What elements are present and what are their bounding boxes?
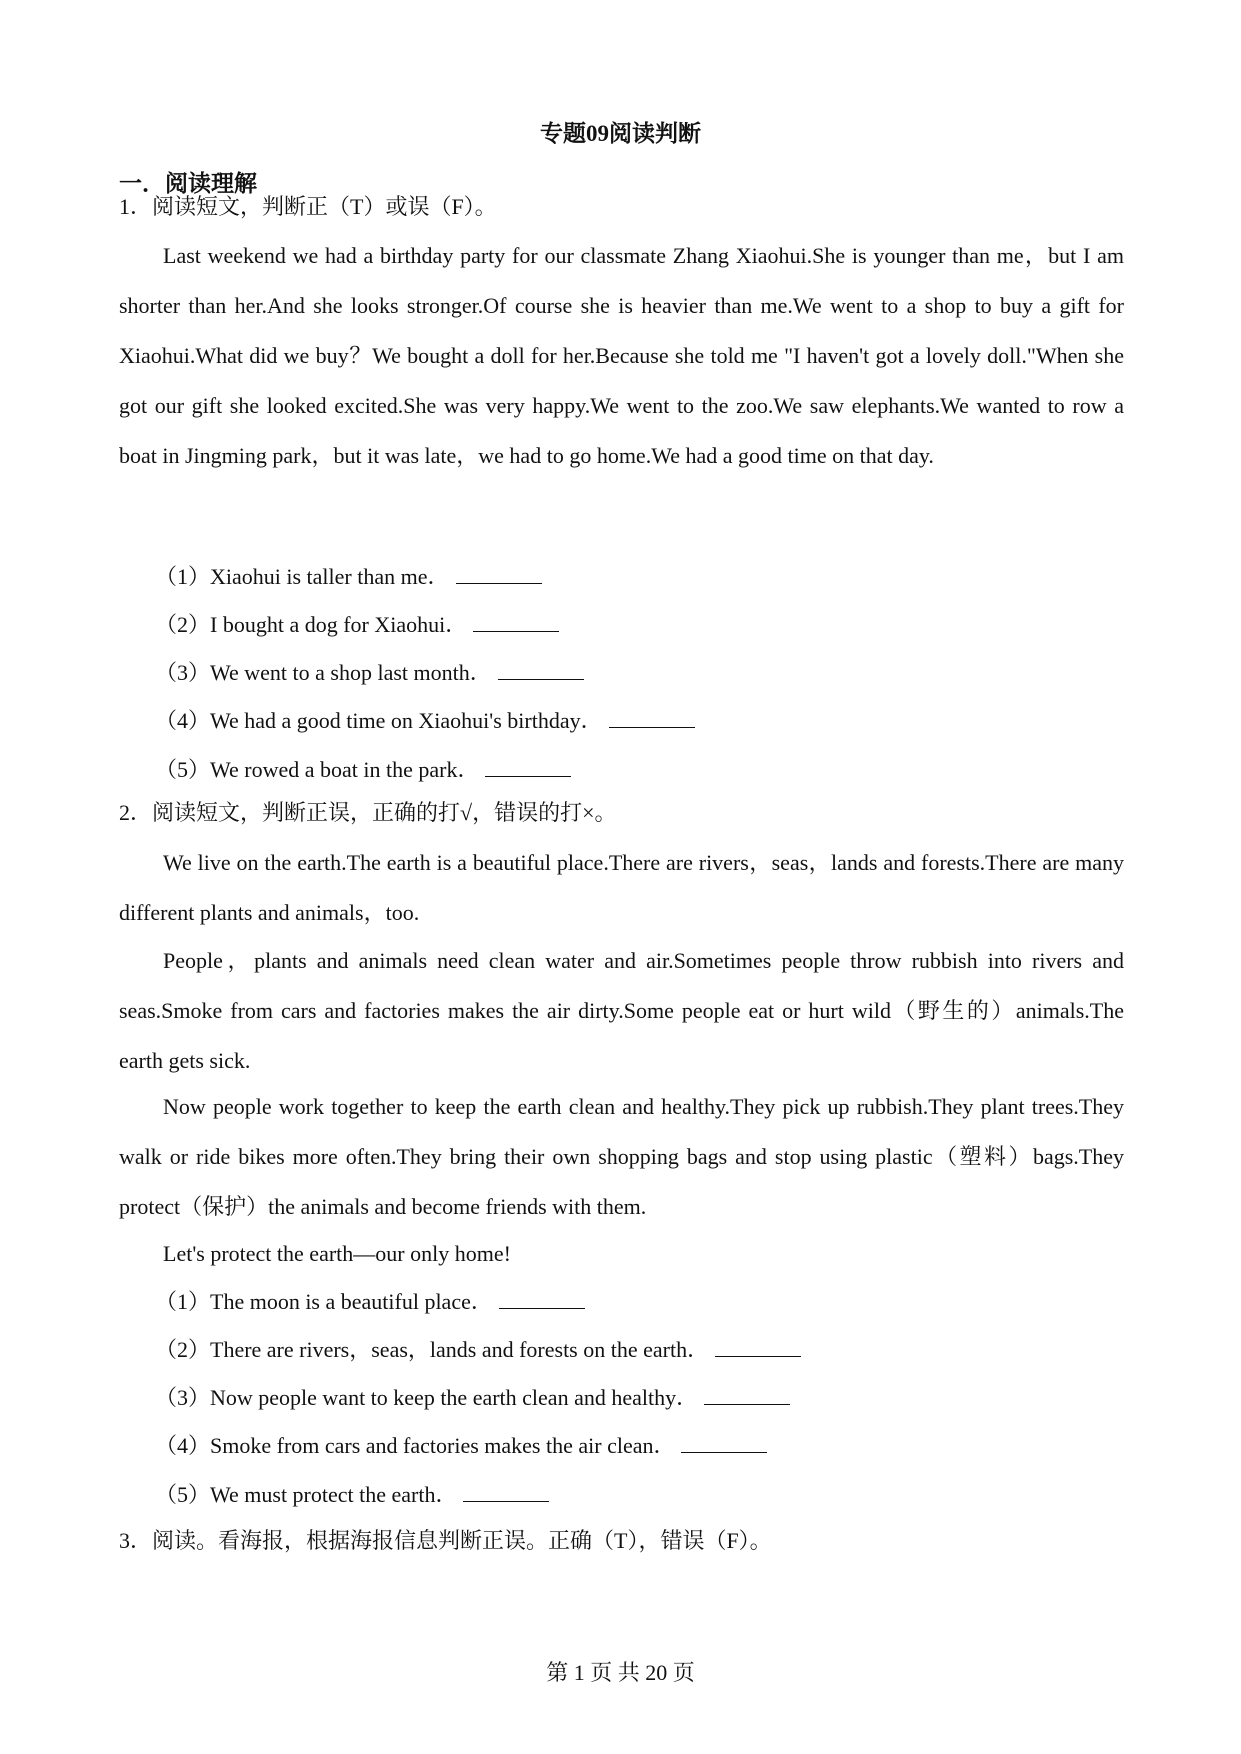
answer-blank[interactable] xyxy=(473,609,559,632)
page-number-footer: 第 1 页 共 20 页 xyxy=(546,1660,695,1685)
question-2-item-5: （5）We must protect the earth． xyxy=(155,1479,549,1510)
question-2-passage-3: Now people work together to keep the earth clean and healthy.They pick up rubbish.They plant trees.They walk or ride bikes more often.They bring their own shopping bags and stop using plastic（塑料）bags.They protect（保护）the animals and become friends with them. xyxy=(119,1094,1124,1219)
question-2-item-4: （4）Smoke from cars and factories makes the air clean． xyxy=(155,1430,767,1461)
answer-blank[interactable] xyxy=(463,1479,549,1502)
question-1-item-3: （3）We went to a shop last month． xyxy=(155,657,584,688)
question-1-item-4: （4）We had a good time on Xiaohui's birthday． xyxy=(155,705,695,736)
answer-blank[interactable] xyxy=(609,705,695,728)
page-title: 专题09阅读判断 xyxy=(540,121,701,146)
question-2-passage-2: People，plants and animals need clean water and air.Sometimes people throw rubbish into rivers and seas.Smoke from cars and factories makes the air dirty.Some people eat or hurt wild（野生的）animals.The earth gets sick. xyxy=(119,948,1124,1073)
question-2-passage-1: We live on the earth.The earth is a beautiful place.There are rivers，seas，lands and forests.There are many different plants and animals，too. xyxy=(119,850,1124,925)
section-heading: 一．阅读理解 xyxy=(119,171,257,196)
question-1-heading: 1．阅读短文，判断正（T）或误（F）。 xyxy=(119,194,497,219)
answer-blank[interactable] xyxy=(681,1430,767,1453)
question-1-item-1: （1）Xiaohui is taller than me． xyxy=(155,561,542,592)
question-1-item-2: （2）I bought a dog for Xiaohui． xyxy=(155,609,559,640)
question-2-heading: 2．阅读短文，判断正误，正确的打√，错误的打×。 xyxy=(119,800,617,825)
question-2-item-2: （2）There are rivers，seas，lands and forests on the earth． xyxy=(155,1334,801,1365)
question-2-passage-4: Let's protect the earth—our only home! xyxy=(163,1241,511,1266)
question-1-passage: Last weekend we had a birthday party for our classmate Zhang Xiaohui.She is younger than me，but I am shorter than her.And she looks stronger.Of course she is heavier than me.We went to a shop to buy a gift for Xiaohui.What did we buy？We bought a doll for her.Because she told me "I haven't got a lovely doll."When she got our gift she looked excited.She was very happy.We went to the zoo.We saw elephants.We wanted to row a boat in Jingming park，but it was late，we had to go home.We had a good time on that day. xyxy=(119,243,1124,468)
question-2-item-1: （1）The moon is a beautiful place． xyxy=(155,1286,585,1317)
question-1-item-5: （5）We rowed a boat in the park． xyxy=(155,754,571,785)
answer-blank[interactable] xyxy=(715,1334,801,1357)
question-2-item-3: （3）Now people want to keep the earth clean and healthy． xyxy=(155,1382,790,1413)
answer-blank[interactable] xyxy=(499,1286,585,1309)
answer-blank[interactable] xyxy=(485,754,571,777)
answer-blank[interactable] xyxy=(704,1382,790,1405)
answer-blank[interactable] xyxy=(456,561,542,584)
answer-blank[interactable] xyxy=(498,657,584,680)
question-3-heading: 3．阅读。看海报，根据海报信息判断正误。正确（T），错误（F）。 xyxy=(119,1528,772,1553)
